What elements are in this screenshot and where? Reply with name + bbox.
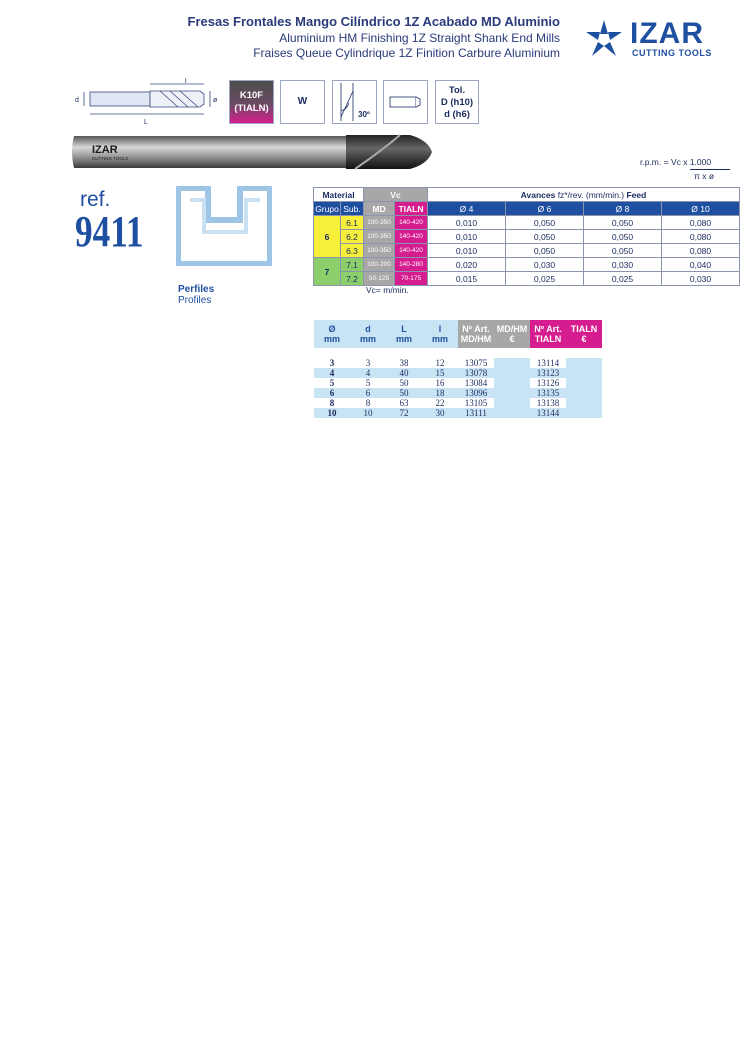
cell-price-tialn — [566, 408, 602, 418]
feed-cell: 0,050 — [584, 244, 662, 258]
feed-header-bold: Avances — [520, 189, 556, 200]
table-row — [314, 388, 602, 398]
feed-cell: 0,050 — [584, 216, 662, 230]
cell-l: 16 — [435, 378, 445, 388]
tialn-cell: 140-280 — [395, 258, 428, 272]
vc-header: Vc — [364, 188, 428, 202]
cell-l: 30 — [422, 408, 458, 418]
izar-logo — [582, 18, 732, 60]
cell-price-md — [494, 398, 530, 408]
feed-cell: 0,030 — [584, 258, 662, 272]
cell-L: 40 — [386, 368, 422, 378]
feed-cell: 0,040 — [662, 258, 740, 272]
material-header: Material — [314, 188, 364, 202]
col-l — [422, 320, 458, 348]
cell-art-tialn: 13114 — [536, 358, 560, 368]
logo-brand: IZAR — [630, 17, 704, 50]
cell-l: 12 — [435, 358, 445, 368]
profiles-en: Profiles — [178, 295, 212, 306]
cutting-data-table — [313, 187, 740, 286]
profiles-es: Perfiles — [178, 284, 215, 295]
col-D-label: Ø — [328, 324, 336, 334]
md-cell: 100-200 — [364, 258, 395, 272]
cell-art-md: 13096 — [458, 388, 494, 398]
cell-L: 38 — [399, 358, 409, 368]
feed-cell: 0,050 — [506, 230, 584, 244]
feed-cell: 0,080 — [662, 244, 740, 258]
md-cell: 100-350 — [364, 216, 395, 230]
col-art-tialn-sub: TIALN — [534, 334, 562, 344]
col-price-tialn — [566, 320, 602, 348]
feed-cell: 0,080 — [662, 230, 740, 244]
col-d-unit: mm — [359, 334, 376, 344]
feed-cell: 0,050 — [506, 216, 584, 230]
feed-cell: 0,025 — [584, 272, 662, 286]
col-art-md-label: Nº Art. — [462, 324, 490, 334]
tialn-cell: 70-175 — [395, 272, 428, 286]
cell-art-tialn: 13126 — [536, 378, 560, 388]
md-cell: 100-350 — [364, 230, 395, 244]
tol-d: d (h6) — [444, 109, 470, 120]
col-price-md-sub: € — [509, 334, 515, 344]
cell-d: 10 — [350, 408, 386, 418]
cell-L: 50 — [399, 378, 409, 388]
cell-L: 72 — [386, 408, 422, 418]
rpm-formula-denominator: π x ø — [694, 171, 715, 181]
cell-art-tialn: 13144 — [530, 408, 566, 418]
feed-cell: 0,050 — [584, 230, 662, 244]
feed-header — [428, 188, 740, 202]
rpm-formula-numerator: r.p.m. = Vc x 1.000 — [640, 157, 712, 167]
diameter-header: Ø 8 — [584, 202, 662, 216]
col-art-tialn — [530, 320, 566, 348]
cell-price-md — [494, 388, 530, 398]
col-price-tialn-label: TIALN — [570, 324, 598, 334]
cell-price-md — [494, 408, 530, 418]
md-header: MD — [364, 202, 395, 216]
cell-art-md: 13105 — [464, 398, 488, 408]
cell-l: 15 — [422, 368, 458, 378]
cell-D: 4 — [314, 368, 350, 378]
table-row — [314, 398, 602, 408]
feed-cell: 0,010 — [428, 230, 506, 244]
group-cell: 6 — [314, 216, 341, 258]
title-en: Aluminium HM Finishing 1Z Straight Shank End Mills — [279, 31, 560, 45]
tialn-cell: 140-420 — [395, 216, 428, 230]
title-es: Fresas Frontales Mango Cilíndrico 1Z Acabado MD Aluminio — [187, 14, 560, 29]
feed-header-en: Feed — [626, 189, 647, 200]
end-mill-image — [70, 132, 440, 172]
diagram-d-label: d — [75, 97, 79, 104]
diameter-header: Ø 4 — [428, 202, 506, 216]
article-table — [314, 320, 602, 418]
feed-cell: 0,010 — [428, 216, 506, 230]
sub-header: Sub. — [341, 202, 364, 216]
cell-d: 8 — [365, 398, 371, 408]
group-cell: 7 — [314, 258, 341, 286]
tialn-header: TIALN — [395, 202, 428, 216]
col-l-label: l — [438, 324, 442, 334]
tialn-cell: 140-420 — [395, 230, 428, 244]
col-d-label: d — [365, 324, 371, 334]
cell-D: 3 — [329, 358, 335, 368]
straight-shank-icon — [384, 81, 427, 123]
col-price-md-label: MD/HM — [496, 324, 528, 334]
type-box: W — [280, 80, 325, 124]
feed-cell: 0,025 — [506, 272, 584, 286]
cell-d: 4 — [350, 368, 386, 378]
cell-art-md: 13078 — [458, 368, 494, 378]
col-D-unit: mm — [323, 334, 340, 344]
tolerance-box — [435, 80, 479, 124]
cell-d: 6 — [350, 388, 386, 398]
sub-cell: 6.2 — [341, 230, 364, 244]
sub-cell: 6.3 — [341, 244, 364, 258]
col-l-unit: mm — [431, 334, 448, 344]
col-price-tialn-sub: € — [581, 334, 587, 344]
sub-cell: 6.1 — [341, 216, 364, 230]
col-L — [386, 320, 422, 348]
cell-L: 50 — [386, 388, 422, 398]
col-d — [350, 320, 386, 348]
feed-cell: 0,030 — [662, 272, 740, 286]
cell-D: 10 — [314, 408, 350, 418]
col-D — [314, 320, 350, 348]
shank-box — [383, 80, 428, 124]
star-logo-icon — [582, 18, 626, 60]
tool-brand-text: IZAR — [92, 144, 118, 156]
feed-cell: 0,050 — [506, 244, 584, 258]
col-L-unit: mm — [395, 334, 412, 344]
table-row — [314, 368, 602, 378]
col-L-label: L — [401, 324, 407, 334]
cell-price-tialn — [566, 398, 602, 408]
diagram-L-label: L — [144, 119, 148, 126]
diagram-phi-label: ø — [213, 97, 218, 104]
cell-l: 22 — [435, 398, 445, 408]
ref-number: 9411 — [75, 207, 144, 256]
col-price-md — [494, 320, 530, 348]
cell-d: 5 — [365, 378, 371, 388]
feed-header-mid: fz*/rev. (mm/min.) — [555, 189, 627, 200]
diameter-header: Ø 10 — [662, 202, 740, 216]
cell-art-md: 13075 — [464, 358, 488, 368]
diagram-l-label: l — [185, 78, 187, 85]
table-row — [314, 408, 602, 418]
cell-art-tialn: 13123 — [530, 368, 566, 378]
cell-D: 6 — [314, 388, 350, 398]
cell-art-md: 13084 — [464, 378, 488, 388]
cell-price-md — [494, 368, 530, 378]
logo-sub: CUTTING TOOLS — [632, 48, 712, 58]
cell-d: 3 — [365, 358, 371, 368]
feed-cell: 0,015 — [428, 272, 506, 286]
tialn-cell: 140-420 — [395, 244, 428, 258]
cell-price-md — [494, 378, 530, 388]
tool-dimension-diagram — [74, 78, 224, 128]
ref-label: ref. — [80, 188, 111, 211]
profile-icon — [176, 186, 272, 266]
sub-cell: 7.2 — [341, 272, 364, 286]
table-row — [314, 378, 602, 388]
feed-cell: 0,080 — [662, 216, 740, 230]
md-cell: 50-125 — [364, 272, 395, 286]
col-art-md — [458, 320, 494, 348]
cell-art-tialn: 13138 — [536, 398, 560, 408]
cell-L: 63 — [399, 398, 409, 408]
tool-sub-text: CUTTING TOOLS — [92, 156, 129, 161]
feed-cell: 0,020 — [428, 258, 506, 272]
cell-price-tialn — [566, 368, 602, 378]
grade-label: K10F — [239, 90, 264, 101]
grade-coating: (TIALN) — [234, 103, 269, 114]
diameter-header: Ø 6 — [506, 202, 584, 216]
cell-price-tialn — [566, 388, 602, 398]
cell-price-tialn — [566, 378, 602, 388]
cell-D: 8 — [329, 398, 335, 408]
title-fr: Fraises Queue Cylindrique 1Z Finition Carbure Aluminium — [253, 46, 560, 60]
table-row — [314, 358, 602, 368]
helix-angle: 30º — [358, 110, 370, 119]
tol-label: Tol. — [448, 85, 466, 96]
cell-D: 5 — [329, 378, 335, 388]
helix-box — [332, 80, 377, 124]
cell-l: 18 — [422, 388, 458, 398]
col-art-tialn-label: Nº Art. — [534, 324, 562, 334]
cell-price-md — [494, 358, 530, 368]
feed-cell: 0,010 — [428, 244, 506, 258]
cell-art-tialn: 13135 — [530, 388, 566, 398]
feed-cell: 0,030 — [506, 258, 584, 272]
rpm-fraction-line — [690, 169, 730, 170]
helix-angle-icon — [333, 81, 376, 123]
tol-D: D (h10) — [440, 97, 474, 108]
col-art-md-sub: MD/HM — [460, 334, 492, 344]
md-cell: 100-350 — [364, 244, 395, 258]
grade-box — [229, 80, 274, 124]
cell-art-md: 13111 — [458, 408, 494, 418]
vc-unit-note: Vc= m/min. — [366, 285, 409, 295]
grupo-header: Grupo — [315, 203, 339, 214]
cell-price-tialn — [566, 358, 602, 368]
sub-cell: 7.1 — [341, 258, 364, 272]
